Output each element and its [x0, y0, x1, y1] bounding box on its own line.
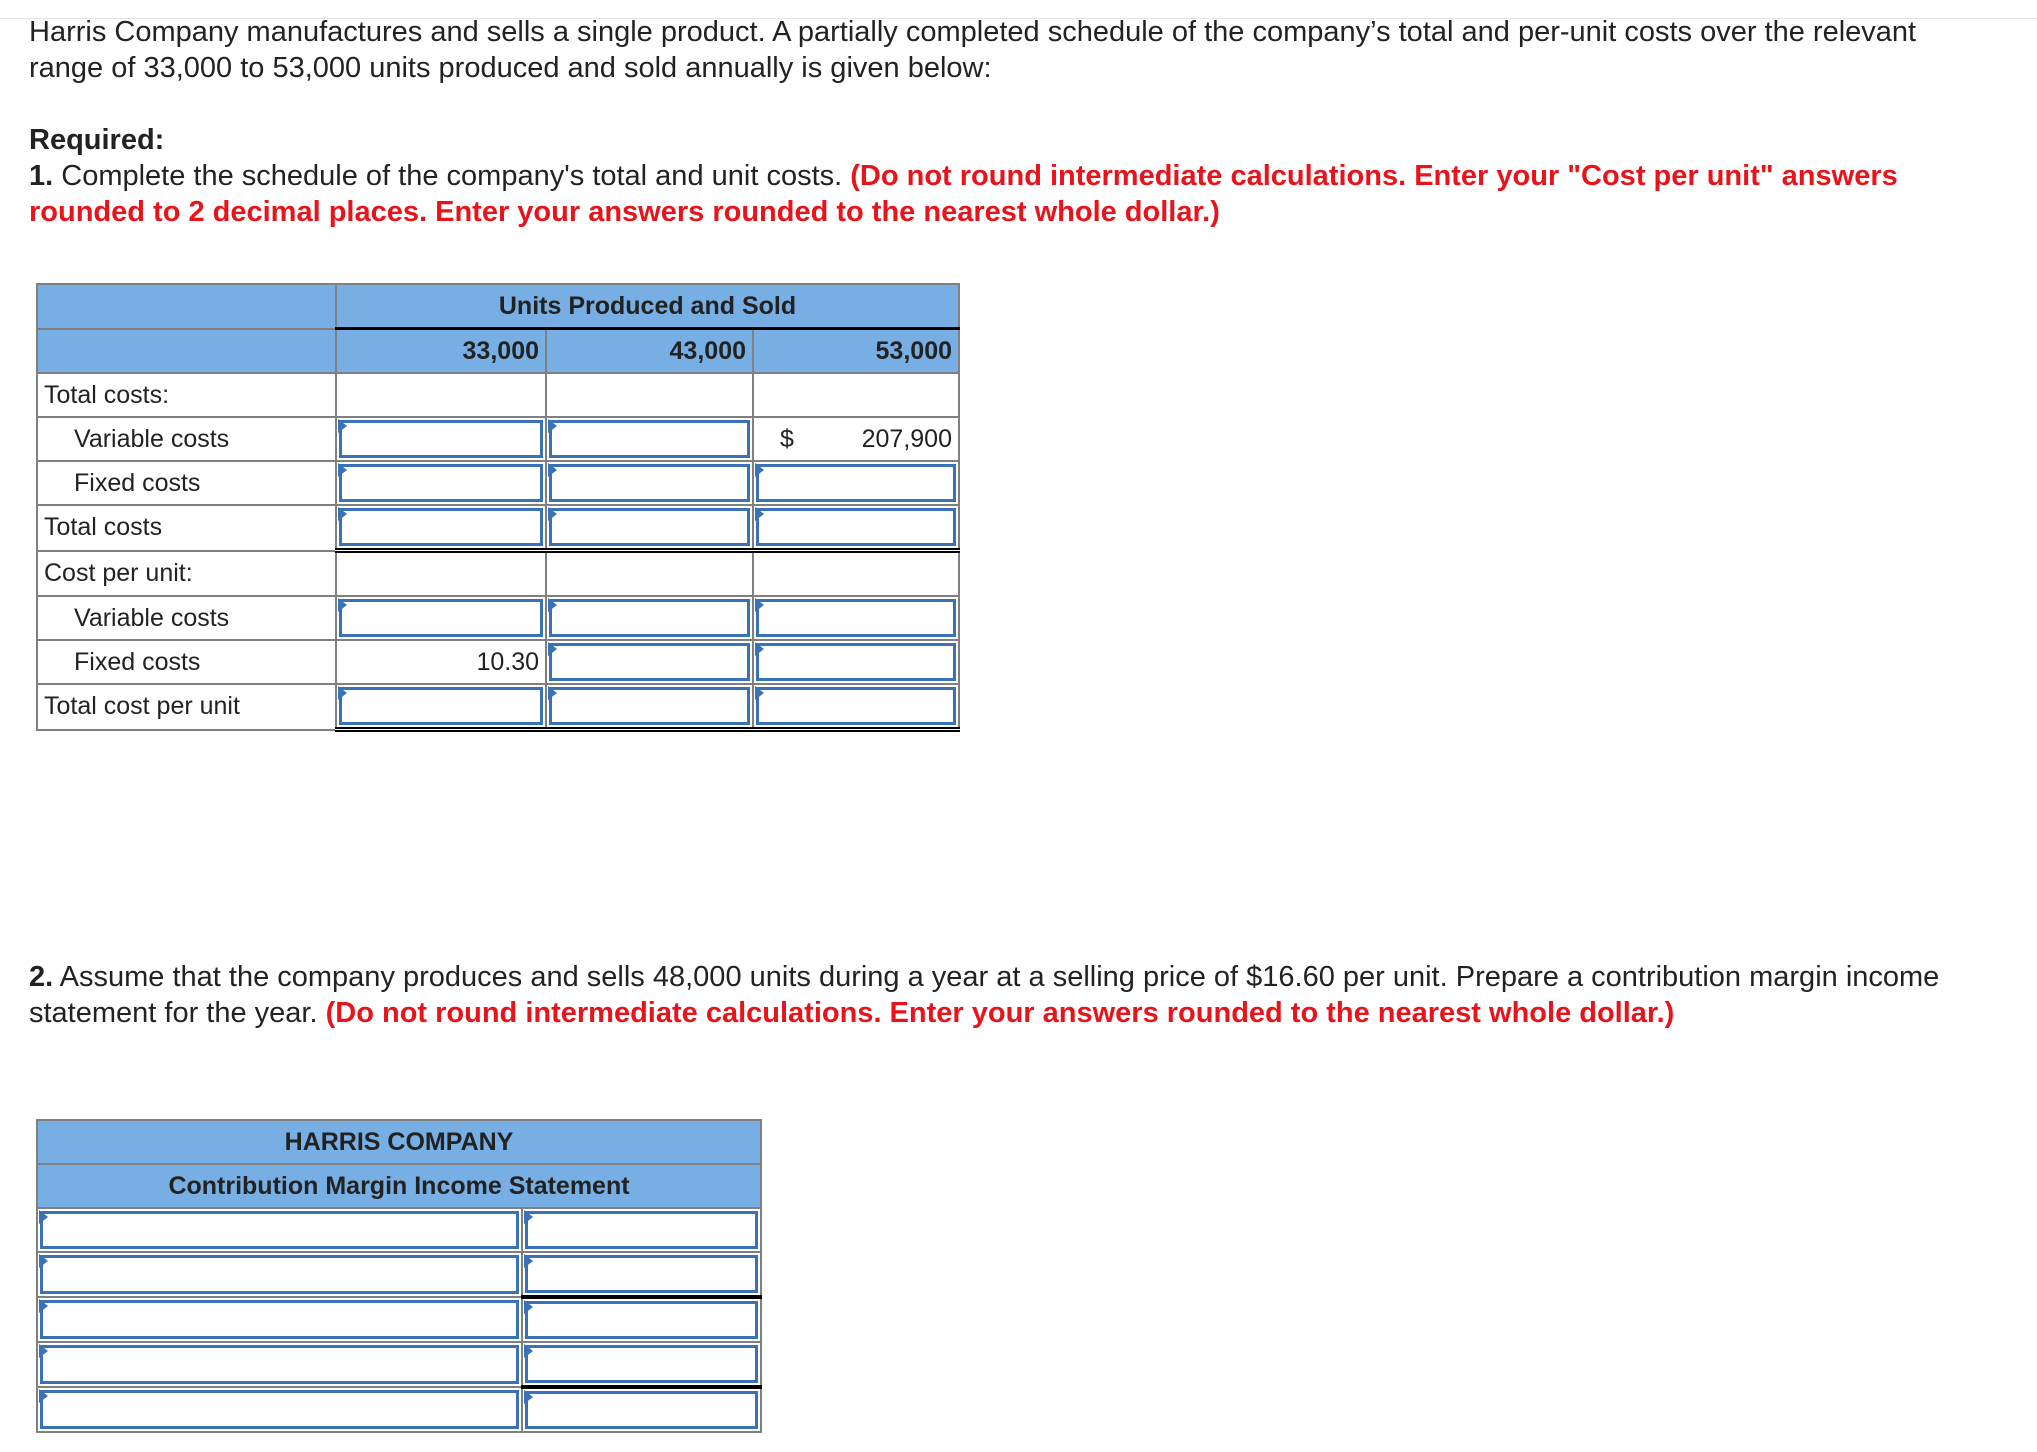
required-label: Required: [29, 124, 165, 156]
input-box[interactable] [525, 1301, 758, 1339]
input-box[interactable] [339, 687, 543, 725]
empty-cell [336, 373, 546, 417]
column-header: 53,000 [753, 329, 959, 374]
dropdown-marker-icon [39, 1254, 48, 1268]
row-label: Total cost per unit [37, 684, 336, 730]
input-box[interactable] [525, 1211, 758, 1249]
answer-input[interactable] [753, 505, 959, 551]
row-label: Fixed costs [37, 640, 336, 684]
cell-value: 207,900 [861, 424, 952, 453]
answer-input[interactable] [336, 684, 546, 730]
answer-input[interactable] [546, 596, 753, 640]
label-input[interactable] [37, 1208, 522, 1252]
schedule-row [37, 417, 959, 461]
schedule-row [37, 596, 959, 640]
dropdown-marker-icon [338, 507, 347, 521]
schedule-row [37, 640, 959, 684]
amount-input[interactable] [522, 1342, 761, 1387]
label-input[interactable] [37, 1387, 522, 1432]
input-box[interactable] [549, 643, 750, 681]
dropdown-marker-icon [524, 1210, 533, 1224]
required-heading [29, 122, 1989, 158]
input-box[interactable] [40, 1390, 519, 1429]
column-header: 43,000 [546, 329, 753, 374]
input-box[interactable] [756, 643, 956, 681]
dropdown-marker-icon [755, 463, 764, 477]
input-box[interactable] [40, 1300, 519, 1339]
amount-input[interactable] [522, 1208, 761, 1252]
schedule-row [37, 551, 959, 597]
q2-text: Assume that the company produces and sells 48,000 units during a year at a selling price of $16.60 per unit. Prepare a contribution margin income statement for the year. [29, 961, 1940, 1029]
answer-input[interactable] [336, 596, 546, 640]
label-input[interactable] [37, 1342, 522, 1387]
answer-input[interactable] [753, 684, 959, 730]
q2-number: 2. [29, 961, 54, 993]
answer-input[interactable] [336, 461, 546, 505]
empty-cell [753, 373, 959, 417]
dropdown-marker-icon [39, 1389, 48, 1403]
schedule-row [37, 684, 959, 730]
input-box[interactable] [339, 508, 543, 546]
header-blank [37, 284, 336, 329]
statement-title: Contribution Margin Income Statement [37, 1164, 761, 1208]
schedule-row [37, 373, 959, 417]
dropdown-marker-icon [39, 1210, 48, 1224]
dropdown-marker-icon [39, 1344, 48, 1358]
dropdown-marker-icon [548, 463, 557, 477]
answer-input[interactable] [546, 684, 753, 730]
input-box[interactable] [549, 420, 750, 458]
dropdown-marker-icon [548, 598, 557, 612]
header-blank [37, 329, 336, 374]
column-header: 33,000 [336, 329, 546, 374]
question-2 [29, 959, 1989, 1031]
units-header: Units Produced and Sold [336, 284, 959, 329]
empty-cell [753, 551, 959, 597]
statement-row [37, 1342, 761, 1387]
row-label: Total costs [37, 505, 336, 551]
input-box[interactable] [40, 1255, 519, 1294]
row-label: Variable costs [37, 417, 336, 461]
dropdown-marker-icon [524, 1390, 533, 1404]
dropdown-marker-icon [755, 642, 764, 656]
answer-input[interactable] [546, 417, 753, 461]
given-value [753, 417, 959, 461]
empty-cell [546, 551, 753, 597]
input-box[interactable] [40, 1345, 519, 1384]
q1-instruction: (Do not round intermediate calculations. Enter your "Cost per unit" answers rounded to 2 decimal places. Enter your answers rounded to the nearest whole dollar.) [29, 160, 1898, 228]
statement-row [37, 1297, 761, 1342]
row-label: Variable costs [37, 596, 336, 640]
input-box[interactable] [525, 1255, 758, 1293]
input-box[interactable] [756, 508, 956, 546]
input-box[interactable] [339, 464, 543, 502]
dropdown-marker-icon [524, 1254, 533, 1268]
input-box[interactable] [549, 508, 750, 546]
row-label: Total costs: [37, 373, 336, 417]
input-box[interactable] [756, 687, 956, 725]
input-box[interactable] [525, 1345, 758, 1383]
input-box[interactable] [549, 464, 750, 502]
dropdown-marker-icon [338, 463, 347, 477]
input-box[interactable] [756, 599, 956, 637]
dropdown-marker-icon [755, 598, 764, 612]
income-statement-table [36, 1119, 762, 1433]
dropdown-marker-icon [548, 686, 557, 700]
dropdown-marker-icon [548, 507, 557, 521]
row-label: Fixed costs [37, 461, 336, 505]
answer-input[interactable] [753, 596, 959, 640]
schedule-row [37, 461, 959, 505]
statement-row [37, 1208, 761, 1252]
q1-number: 1. [29, 160, 54, 192]
dropdown-marker-icon [524, 1300, 533, 1314]
answer-input[interactable] [546, 505, 753, 551]
problem-intro: Harris Company manufactures and sells a single product. A partially completed schedule of the company’s total and per-unit costs over the relevant range of 33,000 to 53,000 units produced and sold annually is given below: [29, 16, 1917, 84]
q1-text: Complete the schedule of the company's total and unit costs. [61, 160, 843, 192]
answer-input[interactable] [753, 461, 959, 505]
company-name: HARRIS COMPANY [37, 1120, 761, 1164]
input-box[interactable] [339, 599, 543, 637]
input-box[interactable] [40, 1211, 519, 1249]
input-box[interactable] [339, 420, 543, 458]
amount-input[interactable] [522, 1297, 761, 1342]
given-value [336, 640, 546, 684]
question-1 [29, 158, 1989, 230]
dropdown-marker-icon [524, 1344, 533, 1358]
cost-schedule-table [36, 283, 960, 732]
dropdown-marker-icon [338, 598, 347, 612]
currency-symbol: $ [780, 424, 794, 453]
amount-input[interactable] [522, 1387, 761, 1432]
schedule-row [37, 505, 959, 551]
empty-cell [336, 551, 546, 597]
answer-input[interactable] [546, 461, 753, 505]
empty-cell [546, 373, 753, 417]
cell-value: 10.30 [476, 647, 539, 676]
input-box[interactable] [525, 1391, 758, 1429]
statement-row [37, 1387, 761, 1432]
input-box[interactable] [549, 599, 750, 637]
dropdown-marker-icon [755, 507, 764, 521]
answer-input[interactable] [753, 640, 959, 684]
dropdown-marker-icon [338, 419, 347, 433]
amount-input[interactable] [522, 1252, 761, 1297]
answer-input[interactable] [336, 505, 546, 551]
row-label: Cost per unit: [37, 551, 336, 597]
answer-input[interactable] [546, 640, 753, 684]
statement-row [37, 1252, 761, 1297]
q2-instruction: (Do not round intermediate calculations. Enter your answers rounded to the nearest whole dollar.) [325, 997, 1675, 1029]
label-input[interactable] [37, 1297, 522, 1342]
dropdown-marker-icon [338, 686, 347, 700]
answer-input[interactable] [336, 417, 546, 461]
input-box[interactable] [756, 464, 956, 502]
dropdown-marker-icon [39, 1299, 48, 1313]
dropdown-marker-icon [548, 419, 557, 433]
input-box[interactable] [549, 687, 750, 725]
label-input[interactable] [37, 1252, 522, 1297]
dropdown-marker-icon [548, 642, 557, 656]
dropdown-marker-icon [755, 686, 764, 700]
